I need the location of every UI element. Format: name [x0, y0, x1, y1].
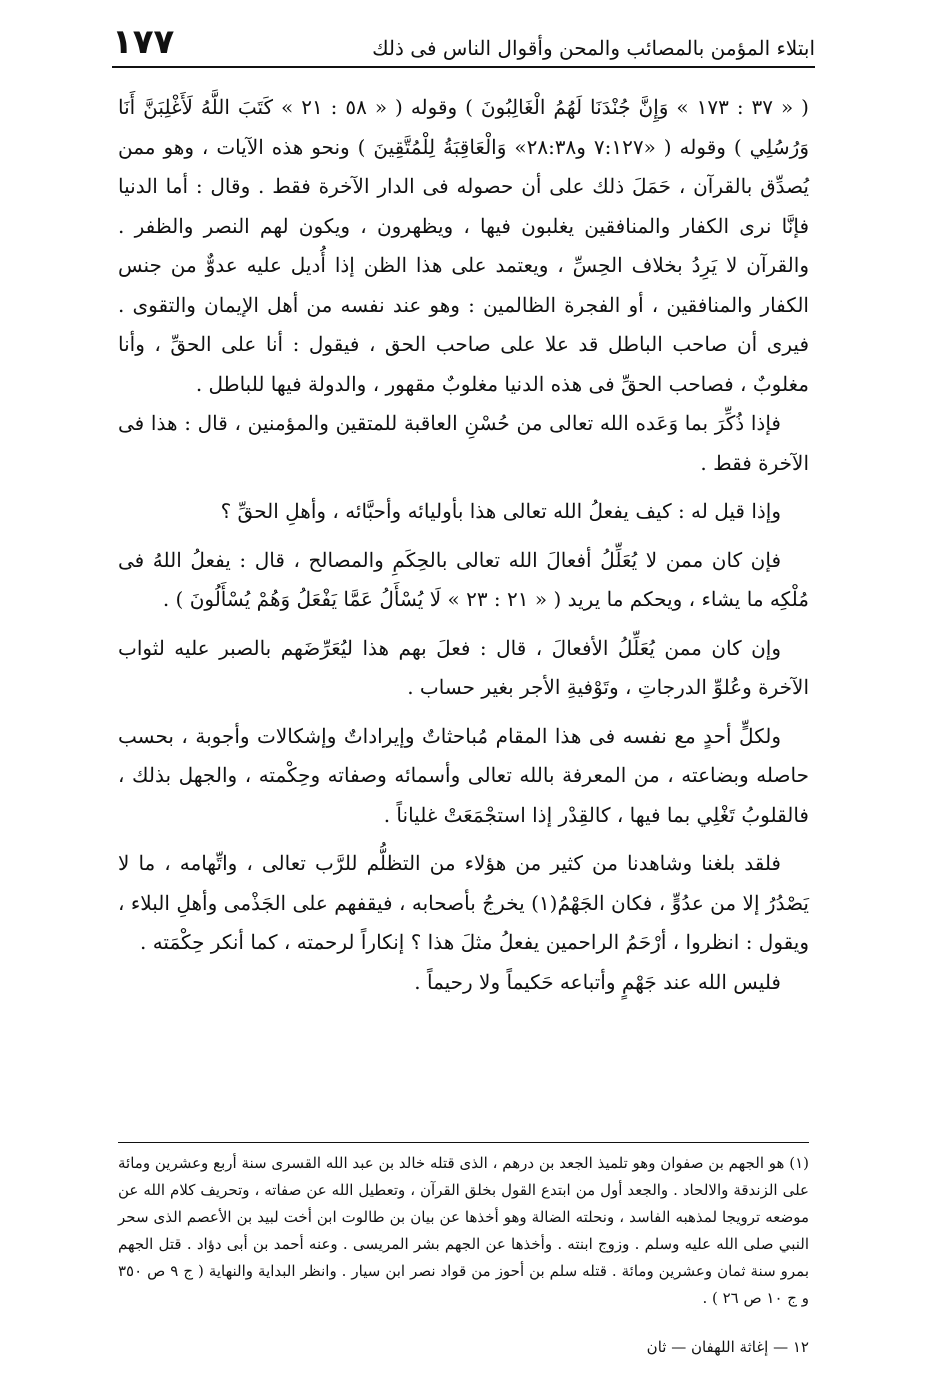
- paragraph-8: فليس الله عند جَهْمٍ وأتباعه حَكيماً ولا رحيماً .: [414, 969, 781, 994]
- footnote-1: (١) هو الجهم بن صفوان وهو تلميذ الجعد بن درهم ، الذى قتله خالد بن عبد الله القسرى سنة أربع وعشرين ومائة على الزندقة والالحاد . والجعد أول من ابتدع القول بخلق القرآن ، وتعطيل الله عن صفاته ، وتحريف كلام الله عن موضعه ترويجا لمذهبه الفاسد ، ونحلته الضالة وهو أخذها عن بيان بن طالوت ابن أخت لبيد بن الأعصم الذى سحر النبي صلى الله عليه وسلم . وزوج ابنته . وأخذها عن الجهم بشر المريسى . وعنه أحمد بن أبى دؤاد . قتل الجهم بمرو سنة ثمان وعشرين ومائة . قتله سلم بن أحوز من قواد نصر ابن سيار . وانظر البداية والنهاية ( ج ٩ ص ٣٥٠ و ج ١٠ ص ٢٦ ) .: [118, 1154, 810, 1307]
- paragraph-7: فلقد بلغنا وشاهدنا من كثير من هؤلاء من التظلُّم للرَّب تعالى ، واتِّهامه ، ما لا يَصْدُرُ إلا من عدُوٍّ ، فكان الجَهْمُ(١) يخرجُ بأصحابه ، فيقفهم على الجَذْمى وأهلِ البلاء ، ويقول : انظروا ، أرْحَمُ الراحمين يفعلُ مثلَ هذا ؟ إنكاراً لرحمته ، كما أنكر حِكْمَته .: [118, 851, 810, 954]
- paragraph-3: وإذا قيل له : كيف يفعلُ الله تعالى هذا بأوليائه وأحبَّائه ، وأهلِ الحقِّ ؟: [220, 499, 781, 523]
- running-header: [112, 20, 815, 68]
- paragraph-2: فإذا ذُكِّرَ بما وَعَده الله تعالى من حُسْنِ العاقبة للمتقين والمؤمنين ، قال : هذا فى الآخرة فقط .: [118, 411, 809, 475]
- footnotes: [118, 1150, 809, 1312]
- signature-mark: ١٢ — إغاثة اللهفان — ثان: [646, 1338, 809, 1356]
- paragraph-4: فإن كان ممن لا يُعَلِّلُ أفعالَ الله تعالى بالحِكَمِ والمصالح ، قال : يفعلُ اللهُ فى مُلْكِه ما يشاء ، ويحكم ما يريد ( « ٢١ : ٢٣ » لَا يُسْأَلُ عَمَّا يَفْعَلُ وَهُمْ يُسْأَلُونَ ) .: [118, 547, 809, 611]
- footnote-divider: [118, 1142, 809, 1143]
- header-title: ابتلاء المؤمن بالمصائب والمحن وأقوال الناس فى ذلك: [372, 36, 815, 60]
- paragraph-6: ولكلٍّ أحدٍ مع نفسه فى هذا المقام مُباحثاتٌ وإيراداتٌ وإشكالات وأجوبة ، بحسب حاصله وبضاعته ، من المعرفة بالله تعالى وأسمائه وصفاته وحِكْمته ، والجهل بذلك ، فالقلوبُ تَغْلِي بما فيها ، كالقِدْر إذا استجْمَعَتْ غلياناً .: [118, 723, 809, 827]
- paragraph-1: ( « ٣٧ : ١٧٣ » وَإِنَّ جُنْدَنَا لَهُمُ الْغَالِبُونَ ) وقوله ( « ٥٨ : ٢١ » كَتَبَ اللَّهُ لَأَغْلِبَنَّ أَنَا وَرُسُلِي ) وقوله ( «٧:١٢٧ و٢٨:٣٨» وَالْعَاقِبَةُ لِلْمُتَّقِينَ ) ونحو هذه الآيات ، وهو ممن يُصدِّق بالقرآن ، حَمَلَ ذلك على أن حصوله فى الدار الآخرة فقط . وقال : أما الدنيا فإنَّا نرى الكفار والمنافقين يغلبون فيها ، ويظهرون ، ويكون لهم النصر والظفر . والقرآن لا يَرِدُ بخلاف الحِسِّ ، ويعتمد على هذا الظن إذا أُديل عليه عدوٌّ من جنس الكفار والمنافقين ، أو الفجرة الظالمين : وهو عند نفسه من أهل الإيمان والتقوى . فيرى أن صاحب الباطل قد علا على صاحب الحق ، فيقول : أنا على الحقِّ ، وأنا مغلوبٌ ، فصاحب الحقِّ فى هذه الدنيا مغلوبٌ مقهور ، والدولة فيها للباطل .: [118, 95, 809, 396]
- paragraph-5: وإن كان ممن يُعَلِّلُ الأفعالَ ، قال : فعلَ بهم هذا ليُعَرِّضَهم بالصبر عليه لثواب الآخرة وعُلوِّ الدرجاتِ ، وتَوْفيةِ الأجر بغير حساب .: [118, 635, 809, 699]
- page-number: ١٧٧: [112, 22, 175, 62]
- main-text: [118, 88, 809, 1002]
